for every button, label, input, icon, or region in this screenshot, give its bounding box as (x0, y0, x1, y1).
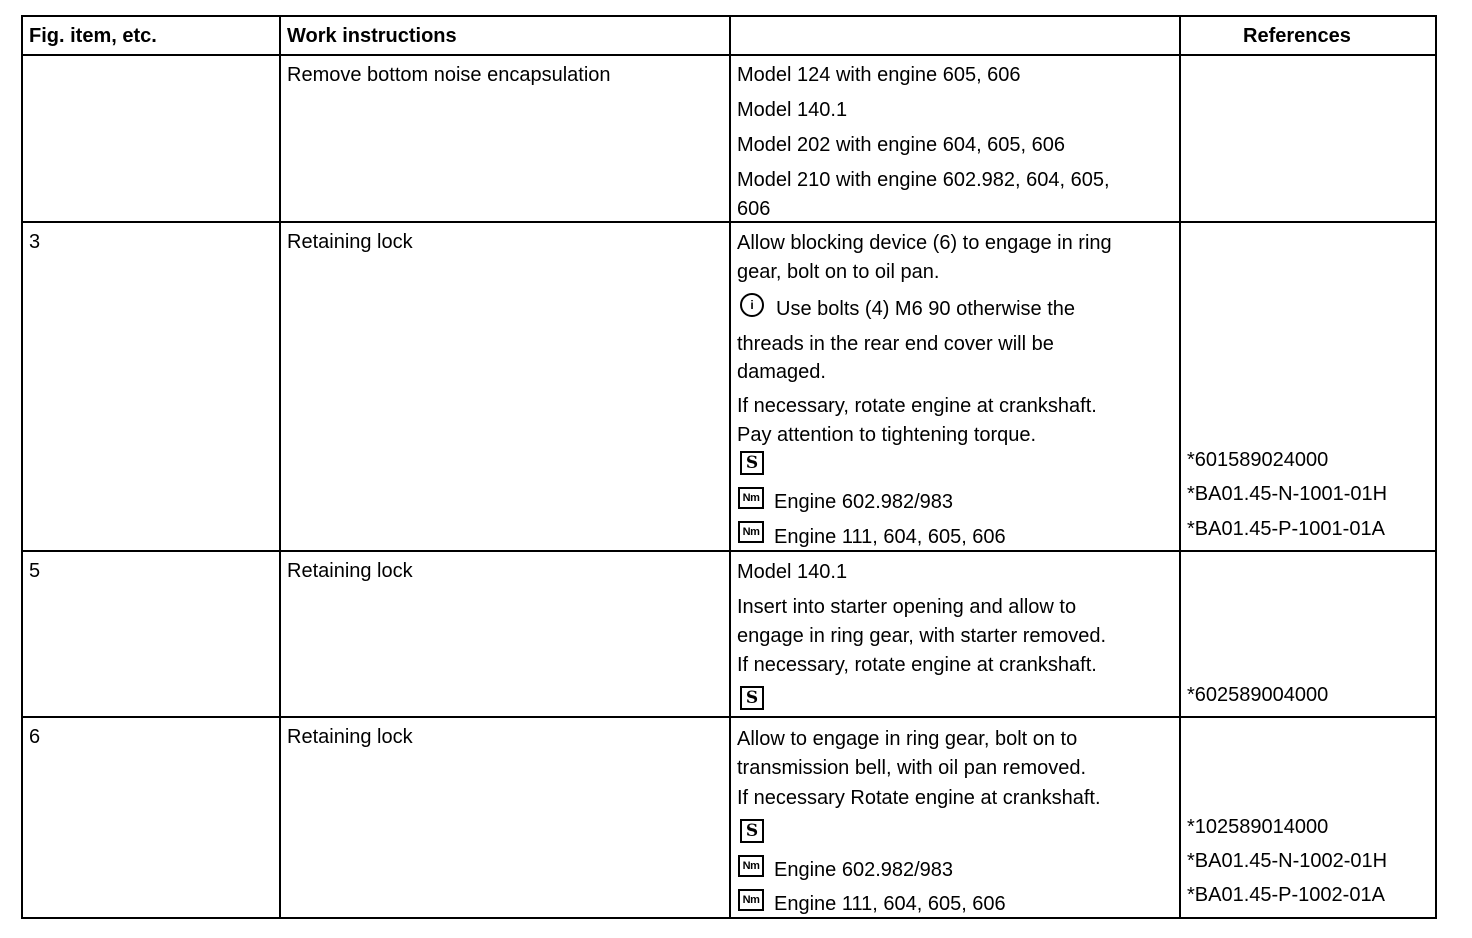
row2-work: Retaining lock (287, 231, 413, 253)
torque-icon: Nm (738, 855, 764, 877)
header-fig-item: Fig. item, etc. (29, 25, 157, 47)
row2-detail: Allow blocking device (6) to engage in ring (737, 232, 1112, 254)
torque-icon: Nm (738, 889, 764, 911)
special-tool-icon: S (740, 686, 764, 710)
column-divider (279, 15, 281, 919)
row-divider (21, 221, 1437, 223)
torque-icon: Nm (738, 487, 764, 509)
row4-ref: *BA01.45-N-1002-01H (1187, 850, 1388, 872)
row1-detail: Model 210 with engine 602.982, 604, 605, (737, 169, 1110, 191)
row2-ref: *BA01.45-P-1001-01A (1187, 518, 1385, 540)
row2-detail: Engine 111, 604, 605, 606 (774, 526, 1006, 548)
row3-ref: *602589004000 (1187, 684, 1329, 706)
row1-detail: Model 140.1 (737, 99, 848, 121)
row3-detail: Insert into starter opening and allow to (737, 596, 1077, 618)
row-divider (21, 716, 1437, 718)
row3-work: Retaining lock (287, 560, 413, 582)
row4-detail: Engine 602.982/983 (774, 859, 954, 881)
row2-detail: Use bolts (4) M6 90 otherwise the (776, 298, 1076, 320)
torque-icon: Nm (738, 521, 764, 543)
column-divider (729, 15, 731, 919)
row-divider (21, 550, 1437, 552)
row1-detail: Model 124 with engine 605, 606 (737, 64, 1021, 86)
special-tool-icon: S (740, 819, 764, 843)
row2-detail: Engine 602.982/983 (774, 491, 954, 513)
row2-ref: *601589024000 (1187, 449, 1329, 471)
header-work-instructions: Work instructions (287, 25, 457, 47)
row4-detail: If necessary Rotate engine at crankshaft. (737, 787, 1101, 809)
row4-detail: Engine 111, 604, 605, 606 (774, 893, 1006, 915)
header-references: References (1243, 25, 1351, 47)
row2-detail: Pay attention to tightening torque. (737, 424, 1037, 446)
row3-fig: 5 (29, 560, 41, 582)
row3-detail: If necessary, rotate engine at crankshaft. (737, 654, 1097, 676)
row1-work: Remove bottom noise encapsulation (287, 64, 611, 86)
row2-detail: If necessary, rotate engine at crankshaft. (737, 395, 1097, 417)
row2-fig: 3 (29, 231, 41, 253)
row2-detail: damaged. (737, 361, 826, 383)
row2-ref: *BA01.45-N-1001-01H (1187, 483, 1388, 505)
row1-detail: Model 202 with engine 604, 605, 606 (737, 134, 1066, 156)
row3-detail: Model 140.1 (737, 561, 848, 583)
row4-ref: *102589014000 (1187, 816, 1329, 838)
row4-fig: 6 (29, 726, 41, 748)
row2-detail: threads in the rear end cover will be (737, 333, 1054, 355)
row4-detail: Allow to engage in ring gear, bolt on to (737, 728, 1078, 750)
row4-ref: *BA01.45-P-1002-01A (1187, 884, 1385, 906)
row1-detail: 606 (737, 198, 771, 220)
row2-detail: gear, bolt on to oil pan. (737, 261, 940, 283)
row4-work: Retaining lock (287, 726, 413, 748)
row3-detail: engage in ring gear, with starter removed. (737, 625, 1107, 647)
column-divider (1179, 15, 1181, 919)
row4-detail: transmission bell, with oil pan removed. (737, 757, 1087, 779)
special-tool-icon: S (740, 451, 764, 475)
note-icon: i (740, 293, 764, 317)
row-divider (21, 54, 1437, 56)
